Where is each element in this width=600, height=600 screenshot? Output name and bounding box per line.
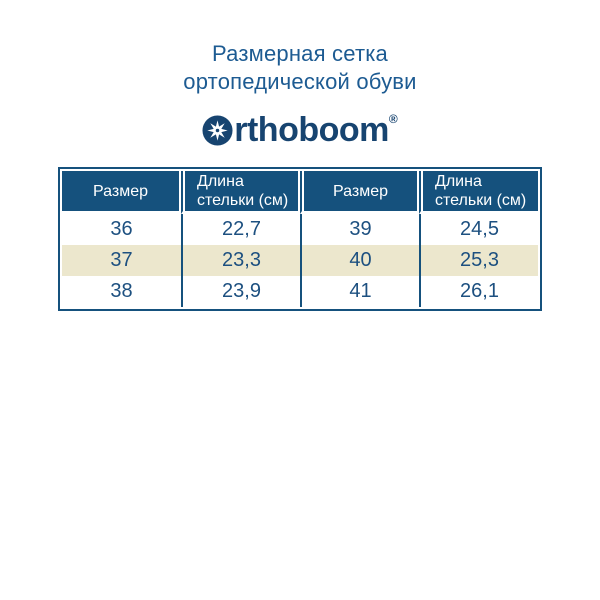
table-row bbox=[62, 214, 538, 245]
size-cell: 36 bbox=[62, 214, 181, 245]
insole-length-cell: 23,3 bbox=[181, 245, 300, 276]
size-cell: 41 bbox=[300, 276, 419, 307]
brand-logo-text: rthoboom bbox=[234, 110, 389, 149]
star-in-circle-icon bbox=[202, 115, 233, 146]
column-header-insole-length-1: Длина стельки (см) bbox=[181, 171, 300, 214]
size-cell: 37 bbox=[62, 245, 181, 276]
insole-length-cell: 23,9 bbox=[181, 276, 300, 307]
page-title-line2: ортопедической обуви bbox=[183, 69, 417, 94]
size-cell: 39 bbox=[300, 214, 419, 245]
page-title bbox=[0, 40, 600, 96]
registered-trademark-symbol: ® bbox=[388, 112, 398, 126]
table-row bbox=[62, 245, 538, 276]
insole-length-cell: 25,3 bbox=[419, 245, 538, 276]
size-cell: 38 bbox=[62, 276, 181, 307]
column-header-size-2: Размер bbox=[300, 171, 419, 214]
size-table bbox=[58, 167, 542, 311]
table-header-row bbox=[62, 171, 538, 214]
size-cell: 40 bbox=[300, 245, 419, 276]
insole-length-cell: 22,7 bbox=[181, 214, 300, 245]
page-title-line1: Размерная сетка bbox=[212, 41, 388, 66]
insole-length-cell: 26,1 bbox=[419, 276, 538, 307]
table-row bbox=[62, 276, 538, 307]
column-header-size-1: Размер bbox=[62, 171, 181, 214]
brand-logo bbox=[0, 110, 600, 150]
column-header-insole-length-2: Длина стельки (см) bbox=[419, 171, 538, 214]
insole-length-cell: 24,5 bbox=[419, 214, 538, 245]
